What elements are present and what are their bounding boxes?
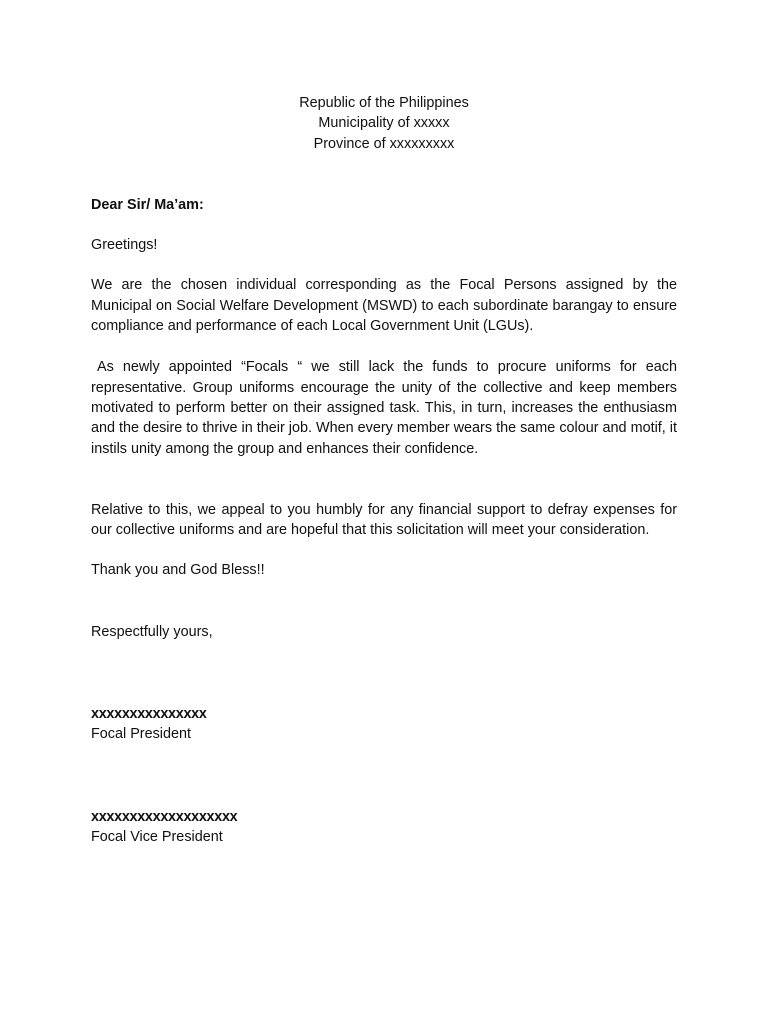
signatory-name: xxxxxxxxxxxxxxx xyxy=(91,706,207,723)
paragraph-introduction: We are the chosen individual corresponding as the Focal Persons assigned by the Municipal on Social Welfare Development (MSWD) to each subordinate barangay to ensure compliance and performance of each Local Government Unit (LGUs). xyxy=(91,277,677,335)
letterhead xyxy=(91,93,677,154)
signatory-name: xxxxxxxxxxxxxxxxxxx xyxy=(91,808,238,825)
closing-line: Respectfully yours, xyxy=(91,623,213,640)
paragraph-appeal: Relative to this, we appeal to you humbly for any financial support to defray expenses for our collective uniforms and are hopeful that this solicitation will meet your consideration. xyxy=(91,501,677,539)
signatory-title: Focal President xyxy=(91,726,191,743)
thanks-line: Thank you and God Bless!! xyxy=(91,562,265,579)
letter-body xyxy=(91,93,677,847)
letterhead-province: Province of xxxxxxxxx xyxy=(313,135,455,152)
letterhead-country: Republic of the Philippines xyxy=(299,95,469,111)
signatory-title: Focal Vice President xyxy=(91,828,223,845)
greeting: Greetings! xyxy=(91,237,158,254)
letterhead-municipality: Municipality of xxxxx xyxy=(318,115,450,132)
paragraph-uniform-need: As newly appointed “Focals “ we still lack the funds to procure uniforms for each representative. Group uniforms encourage the unity of the collective and keep members motivated to perform better on their assigned task. This, in turn, increases the enthusiasm and the desire to thrive in their job. When every member wears the same colour and motif, it instils unity among the group and enhances their confidence. xyxy=(91,359,677,457)
salutation: Dear Sir/ Ma’am: xyxy=(91,196,204,213)
